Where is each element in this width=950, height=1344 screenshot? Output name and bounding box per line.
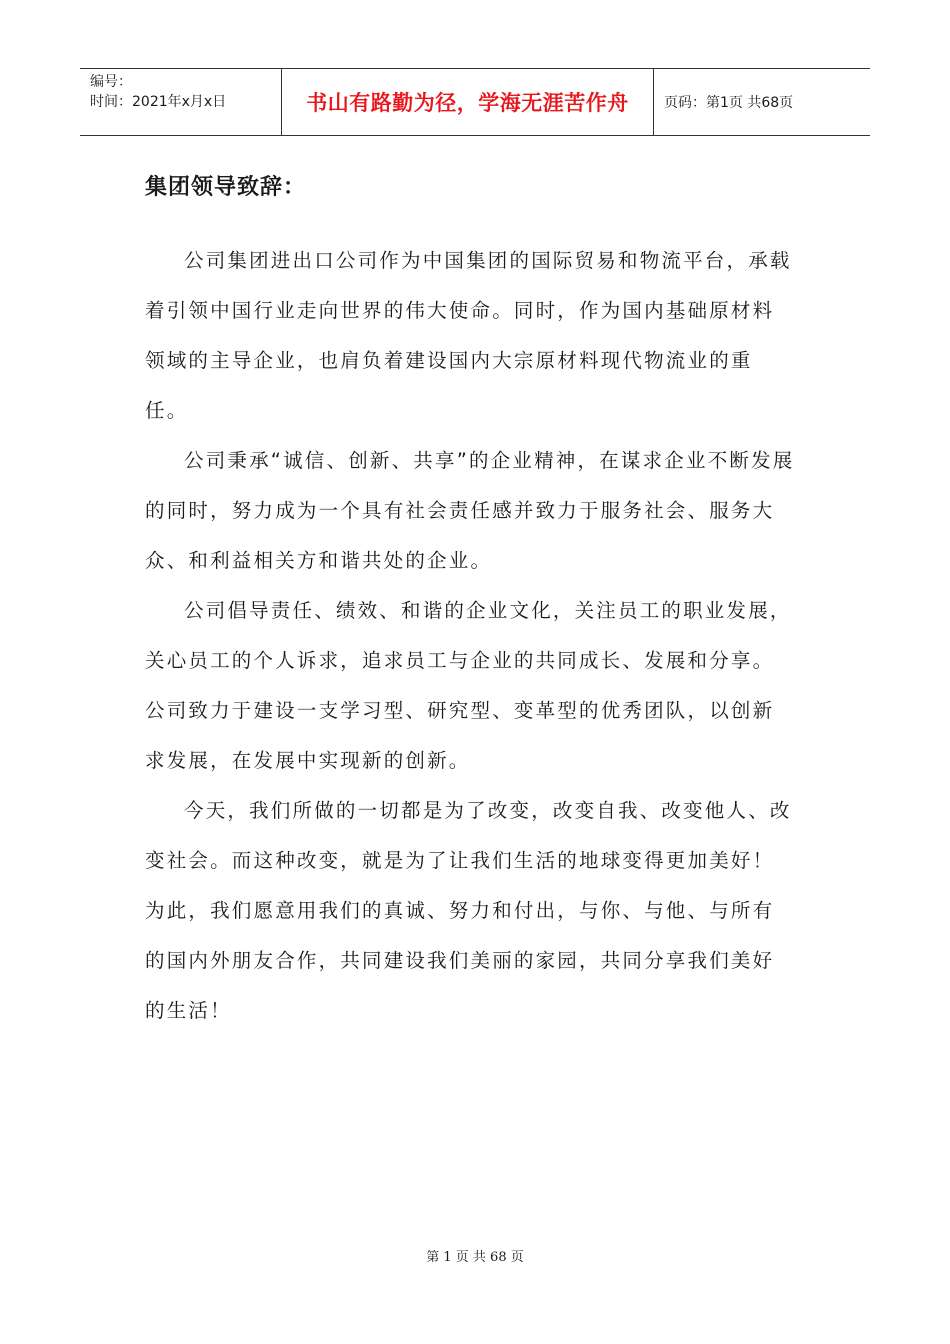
header-motto: 书山有路勤为径，学海无涯苦作舟 — [282, 69, 654, 135]
page-footer: 第 1 页 共 68 页 — [426, 1250, 524, 1265]
body-paragraph: 公司秉承“诚信、创新、共享”的企业精神，在谋求企业不断发展的同时，努力成为一个具有社会责任感并致力于服务社会、服务大众、和利益相关方和谐共处的企业。 — [145, 449, 795, 572]
header-page-info: 页码：第1页 共68页 — [664, 95, 794, 111]
document-title: 集团领导致辞： — [145, 175, 307, 200]
header-number-label: 编号： — [90, 74, 132, 90]
header-date-label: 时间：2021年x月x日 — [90, 94, 227, 110]
body-paragraph: 公司倡导责任、绩效、和谐的企业文化，关注员工的职业发展，关心员工的个人诉求，追求员工与企业的共同成长、发展和分享。公司致力于建设一支学习型、研究型、变革型的优秀团队，以创新求发展，在发展中实现新的创新。 — [145, 599, 792, 772]
header-meta — [80, 69, 282, 135]
body-paragraph: 公司集团进出口公司作为中国集团的国际贸易和物流平台，承载着引领中国行业走向世界的伟大使命。同时，作为国内基础原材料领域的主导企业，也肩负着建设国内大宗原材料现代物流业的重任。 — [145, 249, 792, 422]
document-header — [80, 68, 870, 136]
body-paragraph: 今天，我们所做的一切都是为了改变，改变自我、改变他人、改变社会。而这种改变，就是为了让我们生活的地球变得更加美好！为此，我们愿意用我们的真诚、努力和付出，与你、与他、与所有的国内外朋友合作，共同建设我们美丽的家园，共同分享我们美好的生活！ — [145, 799, 792, 1022]
document-body — [145, 236, 795, 1036]
